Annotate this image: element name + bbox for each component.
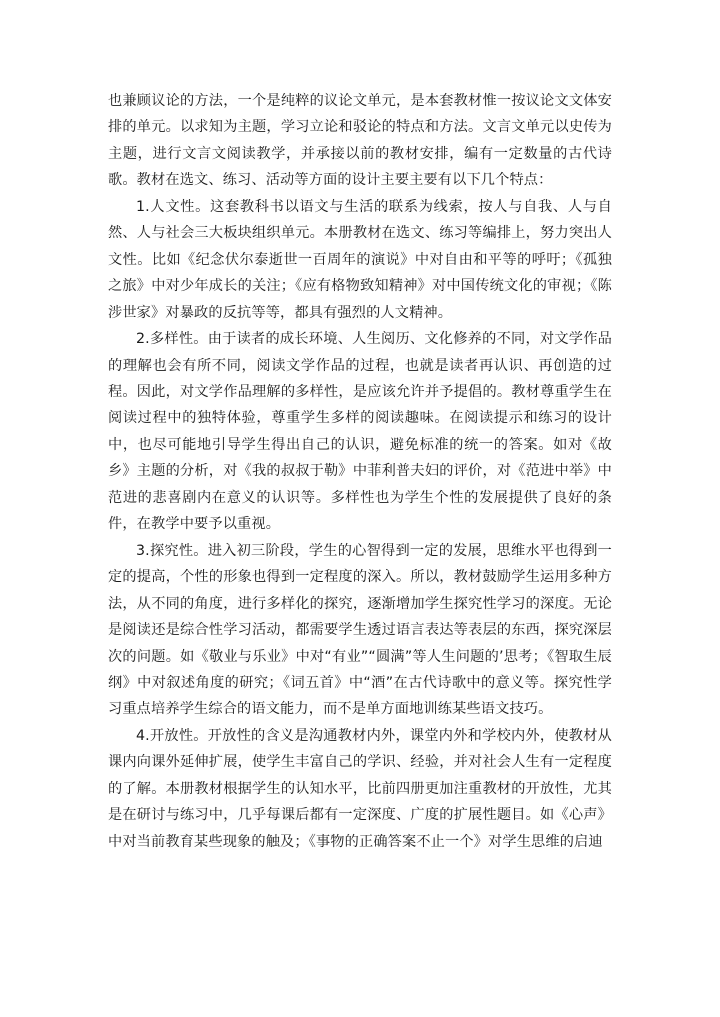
paragraph-humanistic: 1.人文性。这套教科书以语文与生活的联系为线索，按人与自我、人与自然、人与社会三大板块组织单元。本册教材在选文、练习等编排上，努力突出人文性。比如《纪念伏尔泰逝世一百周年的演说》中对自由和平等的呼吁；《孤独之旅》中对少年成长的关注；《应有格物致知精神》对中国传统文化的审视；《陈涉世家》对暴政的反抗等等，都具有强烈的人文精神。 <box>108 198 612 321</box>
paragraph-diversity: 2.多样性。由于读者的成长环境、人生阅历、文化修养的不同，对文学作品的理解也会有所不同，阅读文学作品的过程，也就是读者再认识、再创造的过程。因此，对文学作品理解的多样性，是应该允许并予提倡的。教材尊重学生在阅读过程中的独特体验，尊重学生多样的阅读趣味。在阅读提示和练习的设计中，也尽可能地引导学生得出自己的认识，避免标准的统一的答案。如对《故乡》主题的分析，对《我的叔叔于勒》中菲利普夫妇的评价，对《范进中举》中范进的悲喜剧内在意义的认识等。多样性也为学生个性的发展提供了良好的条件，在教学中要予以重视。 <box>108 331 612 533</box>
paragraph-intro-continuation: 也兼顾议论的方法，一个是纯粹的议论文单元，是本套教材惟一按议论文文体安排的单元。以求知为主题，学习立论和驳论的特点和方法。文言文单元以史传为主题，进行文言文阅读教学，并承接以前的教材安排，编有一定数量的古代诗歌。教材在选文、练习、活动等方面的设计主要主要有以下几个特点： <box>108 93 612 189</box>
paragraph-inquiry: 3.探究性。进入初三阶段，学生的心智得到一定的发展，思维水平也得到一定的提高，个性的形象也得到一定程度的深入。所以，教材鼓励学生运用多种方法，从不同的角度，进行多样化的探究，逐渐增加学生探究性学习的深度。无论是阅读还是综合性学习活动，都需要学生透过语言表达等表层的东西，探究深层次的问题。如《敬业与乐业》中对“有业”“圆满”等人生问题的’思考；《智取生辰纲》中对叙述角度的研究；《词五首》中“酒”在古代诗歌中的意义等。探究性学习重点培养学生综合的语文能力，而不是单方面地训练某些语文技巧。 <box>108 542 612 718</box>
paragraph-openness: 4.开放性。开放性的含义是沟通教材内外，课堂内外和学校内外，使教材从课内向课外延伸扩展，使学生丰富自己的学识、经验，并对社会人生有一定程度的了解。本册教材根据学生的认知水平，比前四册更加注重教材的开放性，尤其是在研讨与练习中，几乎每课后都有一定深度、广度的扩展性题目。如《心声》中对当前教育某些现象的触及；《事物的正确答案不止一个》对学生思维的启迪 <box>108 727 612 850</box>
document-body <box>108 88 612 855</box>
